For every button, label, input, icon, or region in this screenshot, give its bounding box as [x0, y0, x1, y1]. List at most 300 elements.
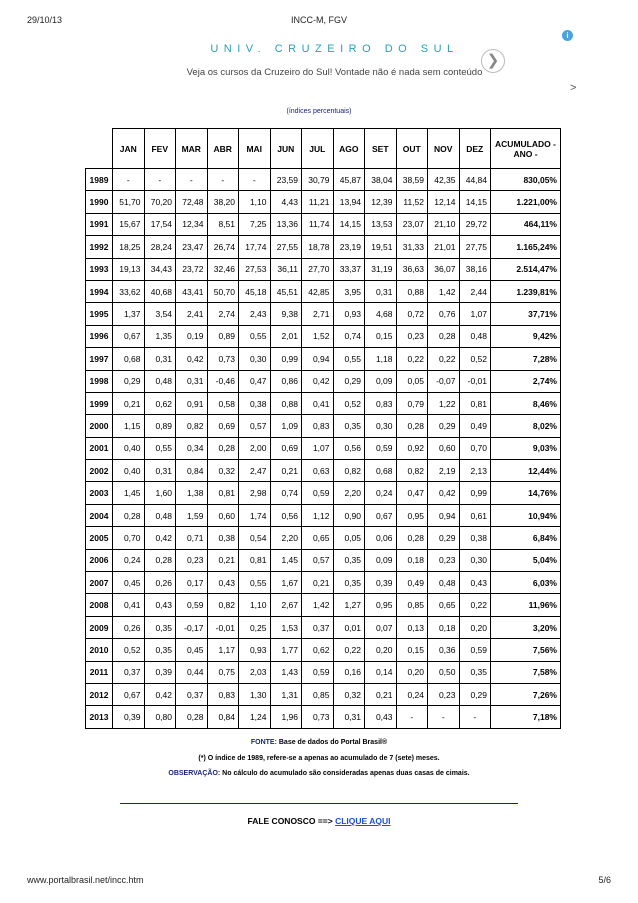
month-cell: 0,57 [239, 415, 271, 437]
header-corner [86, 129, 113, 169]
year-cell: 1999 [86, 392, 113, 414]
month-cell: - [144, 169, 176, 191]
month-cell: 0,28 [144, 549, 176, 571]
month-cell: 1,45 [113, 482, 145, 504]
column-header: ACUMULADO - ANO - [491, 129, 561, 169]
accumulated-cell: 7,18% [491, 706, 561, 728]
month-cell: 0,29 [333, 370, 365, 392]
table-row [86, 706, 561, 728]
month-cell: 0,50 [428, 661, 460, 683]
accumulated-cell: 6,84% [491, 527, 561, 549]
month-cell: 0,32 [333, 683, 365, 705]
month-cell: -0,07 [428, 370, 460, 392]
month-cell: 0,65 [302, 527, 334, 549]
month-cell: 2,19 [428, 460, 460, 482]
month-cell: 45,51 [270, 280, 302, 302]
month-cell: 1,07 [459, 303, 491, 325]
month-cell: 0,31 [144, 348, 176, 370]
month-cell: 34,43 [144, 258, 176, 280]
month-cell: 0,94 [428, 504, 460, 526]
table-row [86, 258, 561, 280]
month-cell: 2,41 [176, 303, 208, 325]
month-cell: - [113, 169, 145, 191]
contact-label: FALE CONOSCO ==> [247, 816, 336, 826]
accumulated-cell: 6,03% [491, 572, 561, 594]
month-cell: 21,10 [428, 213, 460, 235]
month-cell: 0,23 [428, 683, 460, 705]
month-cell: 50,70 [207, 280, 239, 302]
month-cell: 0,35 [459, 661, 491, 683]
month-cell: 0,73 [207, 348, 239, 370]
month-cell: 0,44 [176, 661, 208, 683]
table-row [86, 616, 561, 638]
contact-line [0, 816, 638, 826]
divider [120, 803, 518, 804]
month-cell: 0,35 [333, 415, 365, 437]
month-cell: 1,74 [239, 504, 271, 526]
month-cell: 0,75 [207, 661, 239, 683]
month-cell: 0,95 [396, 504, 428, 526]
month-cell: 0,74 [333, 325, 365, 347]
table-row [86, 549, 561, 571]
month-cell: 1,31 [270, 683, 302, 705]
month-cell: 1,45 [270, 549, 302, 571]
month-cell: 13,53 [365, 213, 397, 235]
month-cell: 0,39 [365, 572, 397, 594]
month-cell: 0,48 [428, 572, 460, 594]
accumulated-cell: 11,96% [491, 594, 561, 616]
month-cell: 2,01 [270, 325, 302, 347]
year-cell: 2011 [86, 661, 113, 683]
month-cell: 0,94 [302, 348, 334, 370]
page-number: 5/6 [598, 875, 611, 885]
month-cell: 0,57 [302, 549, 334, 571]
month-cell: 0,67 [113, 325, 145, 347]
month-cell: 0,31 [176, 370, 208, 392]
month-cell: 1,09 [270, 415, 302, 437]
month-cell: 0,19 [176, 325, 208, 347]
month-cell: 0,55 [333, 348, 365, 370]
accumulated-cell: 1.165,24% [491, 236, 561, 258]
month-cell: 1,96 [270, 706, 302, 728]
month-cell: 0,85 [302, 683, 334, 705]
month-cell: 0,47 [239, 370, 271, 392]
month-cell: 23,72 [176, 258, 208, 280]
month-cell: 0,26 [113, 616, 145, 638]
month-cell: 0,45 [176, 639, 208, 661]
month-cell: 29,72 [459, 213, 491, 235]
month-cell: 0,06 [365, 527, 397, 549]
month-cell: 2,00 [239, 437, 271, 459]
month-cell: 0,35 [333, 572, 365, 594]
month-cell: 1,17 [207, 639, 239, 661]
month-cell: 0,32 [207, 460, 239, 482]
month-cell: 0,25 [239, 616, 271, 638]
column-header: MAI [239, 129, 271, 169]
year-cell: 1994 [86, 280, 113, 302]
table-row [86, 460, 561, 482]
month-cell: -0,01 [207, 616, 239, 638]
month-cell: 13,94 [333, 191, 365, 213]
month-cell: 2,71 [302, 303, 334, 325]
month-cell: 1,27 [333, 594, 365, 616]
accumulated-cell: 9,03% [491, 437, 561, 459]
year-cell: 2000 [86, 415, 113, 437]
month-cell: 0,59 [365, 437, 397, 459]
column-header: OUT [396, 129, 428, 169]
accumulated-cell: 464,11% [491, 213, 561, 235]
month-cell: 1,30 [239, 683, 271, 705]
month-cell: 0,07 [365, 616, 397, 638]
month-cell: 0,83 [302, 415, 334, 437]
month-cell: 19,51 [365, 236, 397, 258]
month-cell: 23,47 [176, 236, 208, 258]
month-cell: 0,95 [365, 594, 397, 616]
month-cell: 0,83 [365, 392, 397, 414]
month-cell: 11,74 [302, 213, 334, 235]
month-cell: 0,62 [144, 392, 176, 414]
month-cell: 0,99 [459, 482, 491, 504]
month-cell: 0,21 [207, 549, 239, 571]
table-row [86, 639, 561, 661]
month-cell: 1,18 [365, 348, 397, 370]
month-cell: 0,55 [239, 325, 271, 347]
chevron-right-icon[interactable]: ❯ [481, 49, 505, 73]
table-row [86, 280, 561, 302]
accumulated-cell: 7,28% [491, 348, 561, 370]
year-cell: 2013 [86, 706, 113, 728]
table-row [86, 482, 561, 504]
source-label: FONTE: [250, 739, 277, 746]
year-cell: 2005 [86, 527, 113, 549]
month-cell: 0,48 [459, 325, 491, 347]
month-cell: 0,67 [113, 683, 145, 705]
table-row [86, 348, 561, 370]
month-cell: 3,95 [333, 280, 365, 302]
info-icon[interactable]: i [562, 30, 573, 41]
observation-label: OBSERVAÇÃO: [168, 770, 221, 777]
year-cell: 2004 [86, 504, 113, 526]
month-cell: 9,38 [270, 303, 302, 325]
month-cell: 23,59 [270, 169, 302, 191]
month-cell: 0,76 [428, 303, 460, 325]
month-cell: 0,60 [428, 437, 460, 459]
month-cell: 18,78 [302, 236, 334, 258]
month-cell: 2,03 [239, 661, 271, 683]
incc-table [85, 128, 561, 729]
source-text: Base de dados do Portal Brasil® [276, 739, 388, 746]
month-cell: 0,24 [113, 549, 145, 571]
month-cell: 0,21 [365, 683, 397, 705]
month-cell: 0,49 [396, 572, 428, 594]
month-cell: -0,46 [207, 370, 239, 392]
month-cell: 0,05 [333, 527, 365, 549]
month-cell: 0,74 [270, 482, 302, 504]
print-date: 29/10/13 [27, 15, 63, 25]
month-cell: 0,48 [144, 504, 176, 526]
year-cell: 1990 [86, 191, 113, 213]
month-cell: 15,67 [113, 213, 145, 235]
month-cell: 0,24 [365, 482, 397, 504]
month-cell: 26,74 [207, 236, 239, 258]
month-cell: -0,01 [459, 370, 491, 392]
month-cell: 2,13 [459, 460, 491, 482]
year-cell: 2010 [86, 639, 113, 661]
month-cell: 45,18 [239, 280, 271, 302]
month-cell: 0,99 [270, 348, 302, 370]
accumulated-cell: 1.221,00% [491, 191, 561, 213]
month-cell: 28,24 [144, 236, 176, 258]
month-cell: 0,49 [459, 415, 491, 437]
month-cell: 0,23 [428, 549, 460, 571]
accumulated-cell: 2,74% [491, 370, 561, 392]
source-note [0, 739, 638, 746]
year-cell: 1992 [86, 236, 113, 258]
header-row [86, 129, 561, 169]
month-cell: 1,07 [302, 437, 334, 459]
next-arrow-icon[interactable]: > [570, 82, 577, 94]
month-cell: 40,68 [144, 280, 176, 302]
month-cell: 0,40 [113, 437, 145, 459]
month-cell: 0,72 [396, 303, 428, 325]
column-header: JAN [113, 129, 145, 169]
month-cell: 0,81 [459, 392, 491, 414]
month-cell: 1,35 [144, 325, 176, 347]
month-cell: 0,35 [144, 639, 176, 661]
month-cell: 72,48 [176, 191, 208, 213]
accumulated-cell: 2.514,47% [491, 258, 561, 280]
month-cell: 1,77 [270, 639, 302, 661]
accumulated-cell: 830,05% [491, 169, 561, 191]
month-cell: 0,56 [270, 504, 302, 526]
month-cell: 0,69 [270, 437, 302, 459]
month-cell: 0,13 [396, 616, 428, 638]
contact-link[interactable]: CLIQUE AQUI [335, 816, 391, 826]
month-cell: 0,68 [365, 460, 397, 482]
month-cell: 0,15 [396, 639, 428, 661]
month-cell: 0,29 [459, 683, 491, 705]
month-cell: 0,47 [396, 482, 428, 504]
year-cell: 1993 [86, 258, 113, 280]
month-cell: 0,89 [144, 415, 176, 437]
month-cell: 0,43 [365, 706, 397, 728]
month-cell: 0,37 [176, 683, 208, 705]
month-cell: 0,28 [396, 415, 428, 437]
table-row [86, 213, 561, 235]
month-cell: 1,42 [302, 594, 334, 616]
observation-text: No cálculo do acumulado são consideradas apenas duas casas de cimais. [220, 770, 470, 777]
month-cell: 0,62 [302, 639, 334, 661]
month-cell: 0,31 [365, 280, 397, 302]
month-cell: 0,28 [207, 437, 239, 459]
month-cell: 0,09 [365, 549, 397, 571]
month-cell: 17,54 [144, 213, 176, 235]
table-row [86, 437, 561, 459]
table-row [86, 392, 561, 414]
table-row [86, 303, 561, 325]
month-cell: 17,74 [239, 236, 271, 258]
month-cell: 0,88 [270, 392, 302, 414]
column-header: NOV [428, 129, 460, 169]
month-cell: 0,24 [396, 683, 428, 705]
month-cell: 1,10 [239, 191, 271, 213]
month-cell: 8,51 [207, 213, 239, 235]
month-cell: 38,20 [207, 191, 239, 213]
year-cell: 1996 [86, 325, 113, 347]
accumulated-cell: 3,20% [491, 616, 561, 638]
month-cell: 0,21 [113, 392, 145, 414]
month-cell: 23,07 [396, 213, 428, 235]
month-cell: 0,45 [113, 572, 145, 594]
month-cell: 0,86 [270, 370, 302, 392]
month-cell: 2,20 [270, 527, 302, 549]
year-cell: 2003 [86, 482, 113, 504]
ad-title[interactable]: UNIV. CRUZEIRO DO SUL [210, 43, 459, 55]
year-cell: 2001 [86, 437, 113, 459]
month-cell: - [396, 706, 428, 728]
month-cell: 0,90 [333, 504, 365, 526]
month-cell: 0,52 [113, 639, 145, 661]
accumulated-cell: 1.239,81% [491, 280, 561, 302]
month-cell: 1,52 [302, 325, 334, 347]
month-cell: 51,70 [113, 191, 145, 213]
month-cell: 1,67 [270, 572, 302, 594]
table-subtitle: (índices percentuais) [286, 108, 352, 115]
month-cell: 36,63 [396, 258, 428, 280]
month-cell: 1,38 [176, 482, 208, 504]
month-cell: 1,59 [176, 504, 208, 526]
month-cell: 38,04 [365, 169, 397, 191]
month-cell: 0,42 [176, 348, 208, 370]
ad-subtitle[interactable]: Veja os cursos da Cruzeiro do Sul! Vontade não é nada sem conteúdo [186, 67, 483, 78]
month-cell: 0,30 [459, 549, 491, 571]
month-cell: 0,20 [459, 616, 491, 638]
month-cell: 43,41 [176, 280, 208, 302]
month-cell: 33,62 [113, 280, 145, 302]
year-cell: 2012 [86, 683, 113, 705]
month-cell: 2,20 [333, 482, 365, 504]
column-header: ABR [207, 129, 239, 169]
accumulated-cell: 7,56% [491, 639, 561, 661]
month-cell: 0,28 [428, 325, 460, 347]
month-cell: 7,25 [239, 213, 271, 235]
month-cell: 0,93 [333, 303, 365, 325]
month-cell: 0,56 [333, 437, 365, 459]
month-cell: 0,29 [113, 370, 145, 392]
month-cell: 44,84 [459, 169, 491, 191]
month-cell: 12,39 [365, 191, 397, 213]
month-cell: 0,30 [239, 348, 271, 370]
month-cell: 12,34 [176, 213, 208, 235]
month-cell: 0,93 [239, 639, 271, 661]
table-row [86, 683, 561, 705]
month-cell: 38,16 [459, 258, 491, 280]
month-cell: 0,82 [176, 415, 208, 437]
month-cell: 42,35 [428, 169, 460, 191]
year-cell: 1997 [86, 348, 113, 370]
month-cell: 11,21 [302, 191, 334, 213]
accumulated-cell: 8,02% [491, 415, 561, 437]
month-cell: 0,42 [144, 527, 176, 549]
month-cell: 31,19 [365, 258, 397, 280]
month-cell: 0,58 [207, 392, 239, 414]
column-header: AGO [333, 129, 365, 169]
month-cell: 0,59 [302, 661, 334, 683]
table-row [86, 191, 561, 213]
month-cell: 0,26 [144, 572, 176, 594]
month-cell: 1,15 [113, 415, 145, 437]
month-cell: 1,12 [302, 504, 334, 526]
column-header: JUL [302, 129, 334, 169]
month-cell: 27,75 [459, 236, 491, 258]
month-cell: 38,59 [396, 169, 428, 191]
month-cell: 0,43 [144, 594, 176, 616]
month-cell: 0,41 [302, 392, 334, 414]
month-cell: 0,40 [113, 460, 145, 482]
ad-banner[interactable] [92, 33, 577, 90]
month-cell: 0,01 [333, 616, 365, 638]
month-cell: 0,70 [113, 527, 145, 549]
month-cell: 0,22 [396, 348, 428, 370]
month-cell: 2,67 [270, 594, 302, 616]
month-cell: 0,89 [207, 325, 239, 347]
column-header: SET [365, 129, 397, 169]
month-cell: 0,39 [144, 661, 176, 683]
month-cell: 0,43 [207, 572, 239, 594]
month-cell: 0,91 [176, 392, 208, 414]
table-row [86, 325, 561, 347]
month-cell: 0,35 [333, 549, 365, 571]
month-cell: 0,21 [302, 572, 334, 594]
month-cell: 0,18 [428, 616, 460, 638]
month-cell: 0,55 [144, 437, 176, 459]
month-cell: 1,60 [144, 482, 176, 504]
month-cell: 21,01 [428, 236, 460, 258]
month-cell: 0,81 [239, 549, 271, 571]
month-cell: 0,82 [396, 460, 428, 482]
year-cell: 1991 [86, 213, 113, 235]
month-cell: 0,23 [176, 549, 208, 571]
month-cell: 0,82 [207, 594, 239, 616]
table-row [86, 661, 561, 683]
month-cell: 0,09 [365, 370, 397, 392]
month-cell: 0,84 [176, 460, 208, 482]
month-cell: - [176, 169, 208, 191]
table-row [86, 527, 561, 549]
month-cell: 0,31 [144, 460, 176, 482]
accumulated-cell: 10,94% [491, 504, 561, 526]
month-cell: 27,53 [239, 258, 271, 280]
year-cell: 2009 [86, 616, 113, 638]
month-cell: 14,15 [459, 191, 491, 213]
month-cell: 0,29 [428, 527, 460, 549]
month-cell: 0,83 [207, 683, 239, 705]
month-cell: 0,42 [428, 482, 460, 504]
month-cell: 32,46 [207, 258, 239, 280]
month-cell: 36,07 [428, 258, 460, 280]
month-cell: 0,55 [239, 572, 271, 594]
year-cell: 2006 [86, 549, 113, 571]
year-cell: 2002 [86, 460, 113, 482]
month-cell: 0,59 [302, 482, 334, 504]
year-cell: 2008 [86, 594, 113, 616]
accumulated-cell: 7,26% [491, 683, 561, 705]
month-cell: 1,42 [428, 280, 460, 302]
month-cell: 0,54 [239, 527, 271, 549]
month-cell: 0,20 [396, 661, 428, 683]
accumulated-cell: 5,04% [491, 549, 561, 571]
footer-url: www.portalbrasil.net/incc.htm [27, 875, 144, 885]
